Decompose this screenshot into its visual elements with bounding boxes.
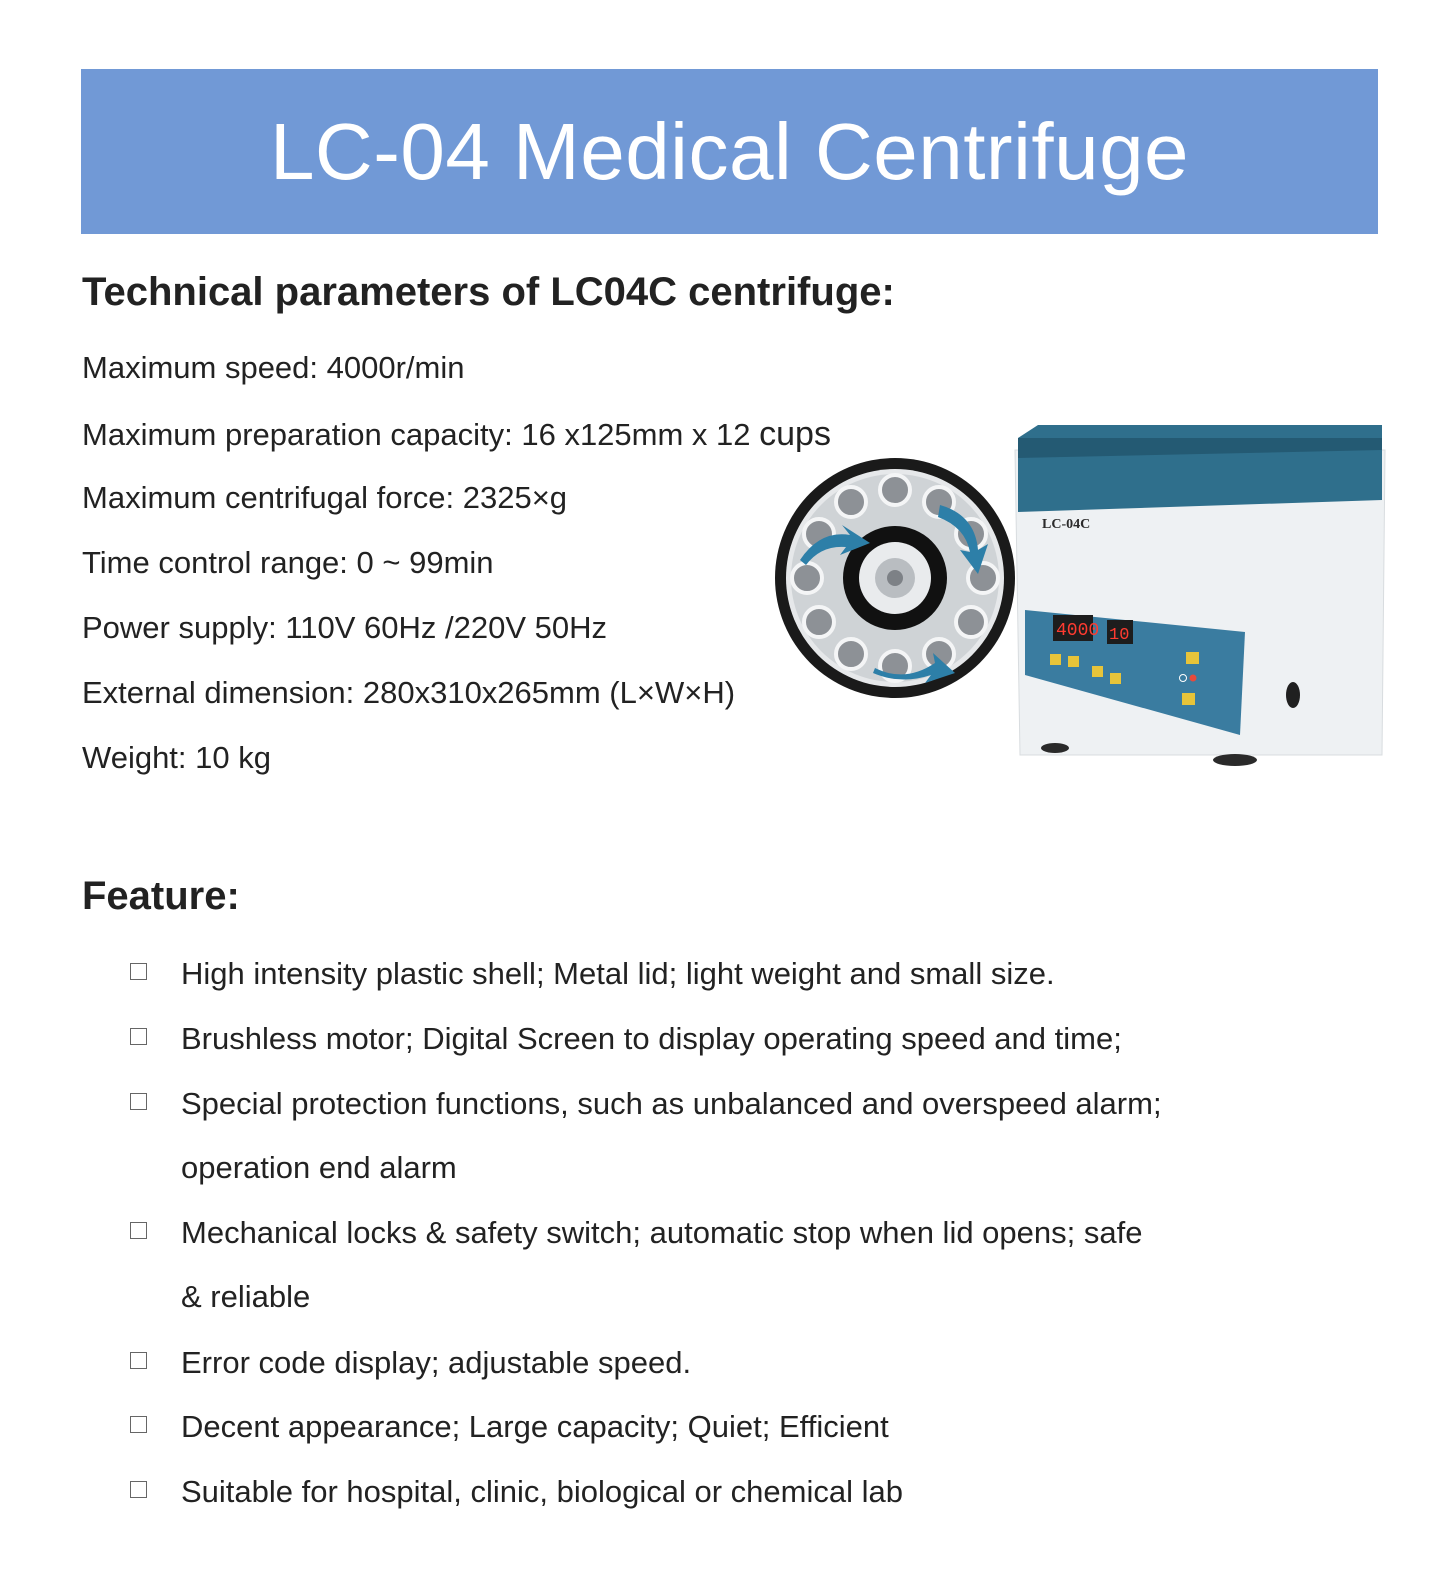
- feature-text: Suitable for hospital, clinic, biological or chemical lab: [181, 1474, 903, 1509]
- display-time: 10: [1109, 626, 1130, 645]
- checkbox-icon: [130, 1416, 147, 1433]
- checkbox-icon: [130, 1222, 147, 1239]
- checkbox-icon: [130, 1028, 147, 1045]
- spec-capacity-value: Maximum preparation capacity: 16 x125mm x 12: [82, 417, 751, 452]
- feature-text-continuation: operation end alarm: [181, 1150, 457, 1185]
- feature-text: High intensity plastic shell; Metal lid; light weight and small size.: [181, 956, 1055, 991]
- spec-power-supply: Power supply: 110V 60Hz /220V 50Hz: [82, 610, 608, 645]
- feature-heading: Feature:: [82, 874, 240, 918]
- spec-max-speed: Maximum speed: 4000r/min: [82, 350, 465, 385]
- spec-capacity-unit: cups: [759, 415, 831, 453]
- centrifuge-product-image: [770, 410, 1390, 780]
- spec-dimension: External dimension: 280x310x265mm (L×W×H): [82, 675, 736, 710]
- technical-parameters-heading: Technical parameters of LC04C centrifuge:: [82, 270, 895, 314]
- feature-text: Brushless motor; Digital Screen to display operating speed and time;: [181, 1021, 1122, 1056]
- spec-centrifugal-force: Maximum centrifugal force: 2325×g: [82, 480, 568, 515]
- feature-text: Decent appearance; Large capacity; Quiet; Efficient: [181, 1409, 889, 1444]
- feature-text: Mechanical locks & safety switch; automatic stop when lid opens; safe: [181, 1215, 1143, 1250]
- feature-text: Error code display; adjustable speed.: [181, 1345, 692, 1380]
- centrifuge-body: [1015, 425, 1385, 766]
- spec-capacity: [82, 415, 831, 454]
- spec-time-range: Time control range: 0 ~ 99min: [82, 545, 494, 580]
- checkbox-icon: [130, 1093, 147, 1110]
- page-title: LC-04 Medical Centrifuge: [269, 106, 1190, 196]
- title-banner: [81, 69, 1378, 234]
- spec-weight: Weight: 10 kg: [82, 740, 271, 775]
- feature-text: Special protection functions, such as unbalanced and overspeed alarm;: [181, 1086, 1162, 1121]
- display-speed: 4000: [1056, 621, 1100, 641]
- checkbox-icon: [130, 1481, 147, 1498]
- checkbox-icon: [130, 963, 147, 980]
- model-label: LC-04C: [1042, 517, 1091, 532]
- feature-text-continuation: & reliable: [181, 1279, 311, 1314]
- checkbox-icon: [130, 1352, 147, 1369]
- rotor-closeup: [775, 458, 1015, 698]
